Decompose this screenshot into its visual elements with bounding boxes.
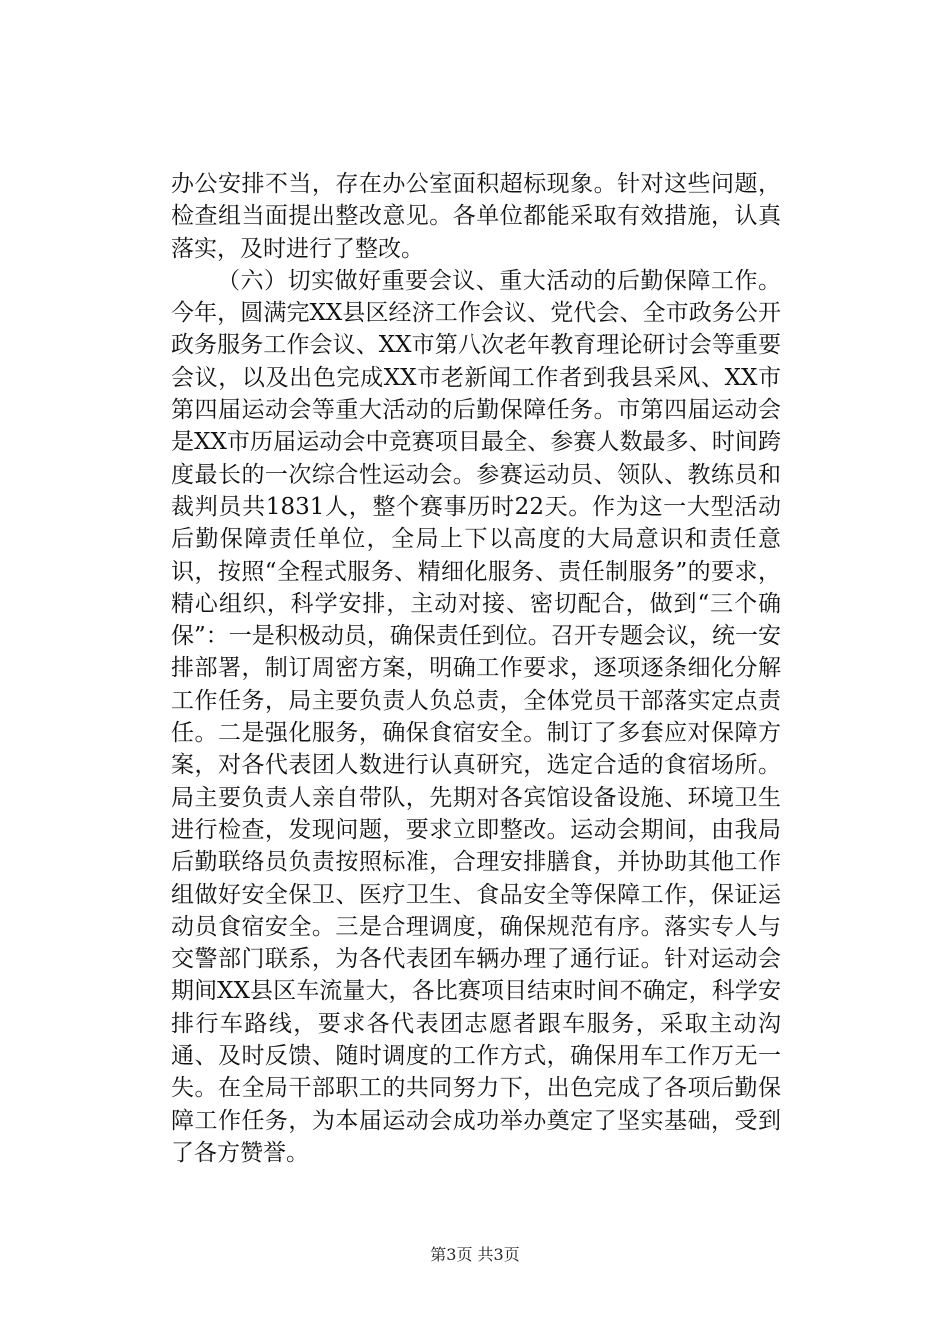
page-footer: 第3页 共3页	[430, 1245, 520, 1264]
document-body	[171, 168, 781, 1169]
paragraph-continuation: 办公安排不当，存在办公室面积超标现象。针对这些问题，检查组当面提出整改意见。各单位都能采取有效措施，认真落实，及时进行了整改。	[171, 171, 781, 262]
paragraph-logistics-support: （六）切实做好重要会议、重大活动的后勤保障工作。今年，圆满完XX县区经济工作会议、党代会、全市政务公开政务服务工作会议、XX市第八次老年教育理论研讨会等重要会议，以及出色完成XX市老新闻工作者到我县采风、XX市第四届运动会等重大活动的后勤保障任务。市第四届运动会是XX市历届运动会中竞赛项目最全、参赛人数最多、时间跨度最长的一次综合性运动会。参赛运动员、领队、教练员和裁判员共1831人，整个赛事历时22天。作为这一大型活动后勤保障责任单位，全局上下以高度的大局意识和责任意识，按照“全程式服务、精细化服务、责任制服务”的要求，精心组织，科学安排，主动对接、密切配合，做到“三个确保”：一是积极动员，确保责任到位。召开专题会议，统一安排部署，制订周密方案，明确工作要求，逐项逐条细化分解工作任务，局主要负责人负总责，全体党员干部落实定点责任。二是强化服务，确保食宿安全。制订了多套应对保障方案，对各代表团人数进行认真研究，选定合适的食宿场所。局主要负责人亲自带队，先期对各宾馆设备设施、环境卫生进行检查，发现问题，要求立即整改。运动会期间，由我局后勤联络员负责按照标准，合理安排膳食，并协助其他工作组做好安全保卫、医疗卫生、食品安全等保障工作，保证运动员食宿安全。三是合理调度，确保规范有序。落实专人与交警部门联系，为各代表团车辆办理了通行证。针对运动会期间XX县区车流量大，各比赛项目结束时间不确定，科学安排行车路线，要求各代表团志愿者跟车服务，采取主动沟通、及时反馈、随时调度的工作方式，确保用车工作万无一失。在全局干部职工的共同努力下，出色完成了各项后勤保障工作任务，为本届运动会成功举办奠定了坚实基础，受到了各方赞誉。	[171, 267, 781, 1166]
